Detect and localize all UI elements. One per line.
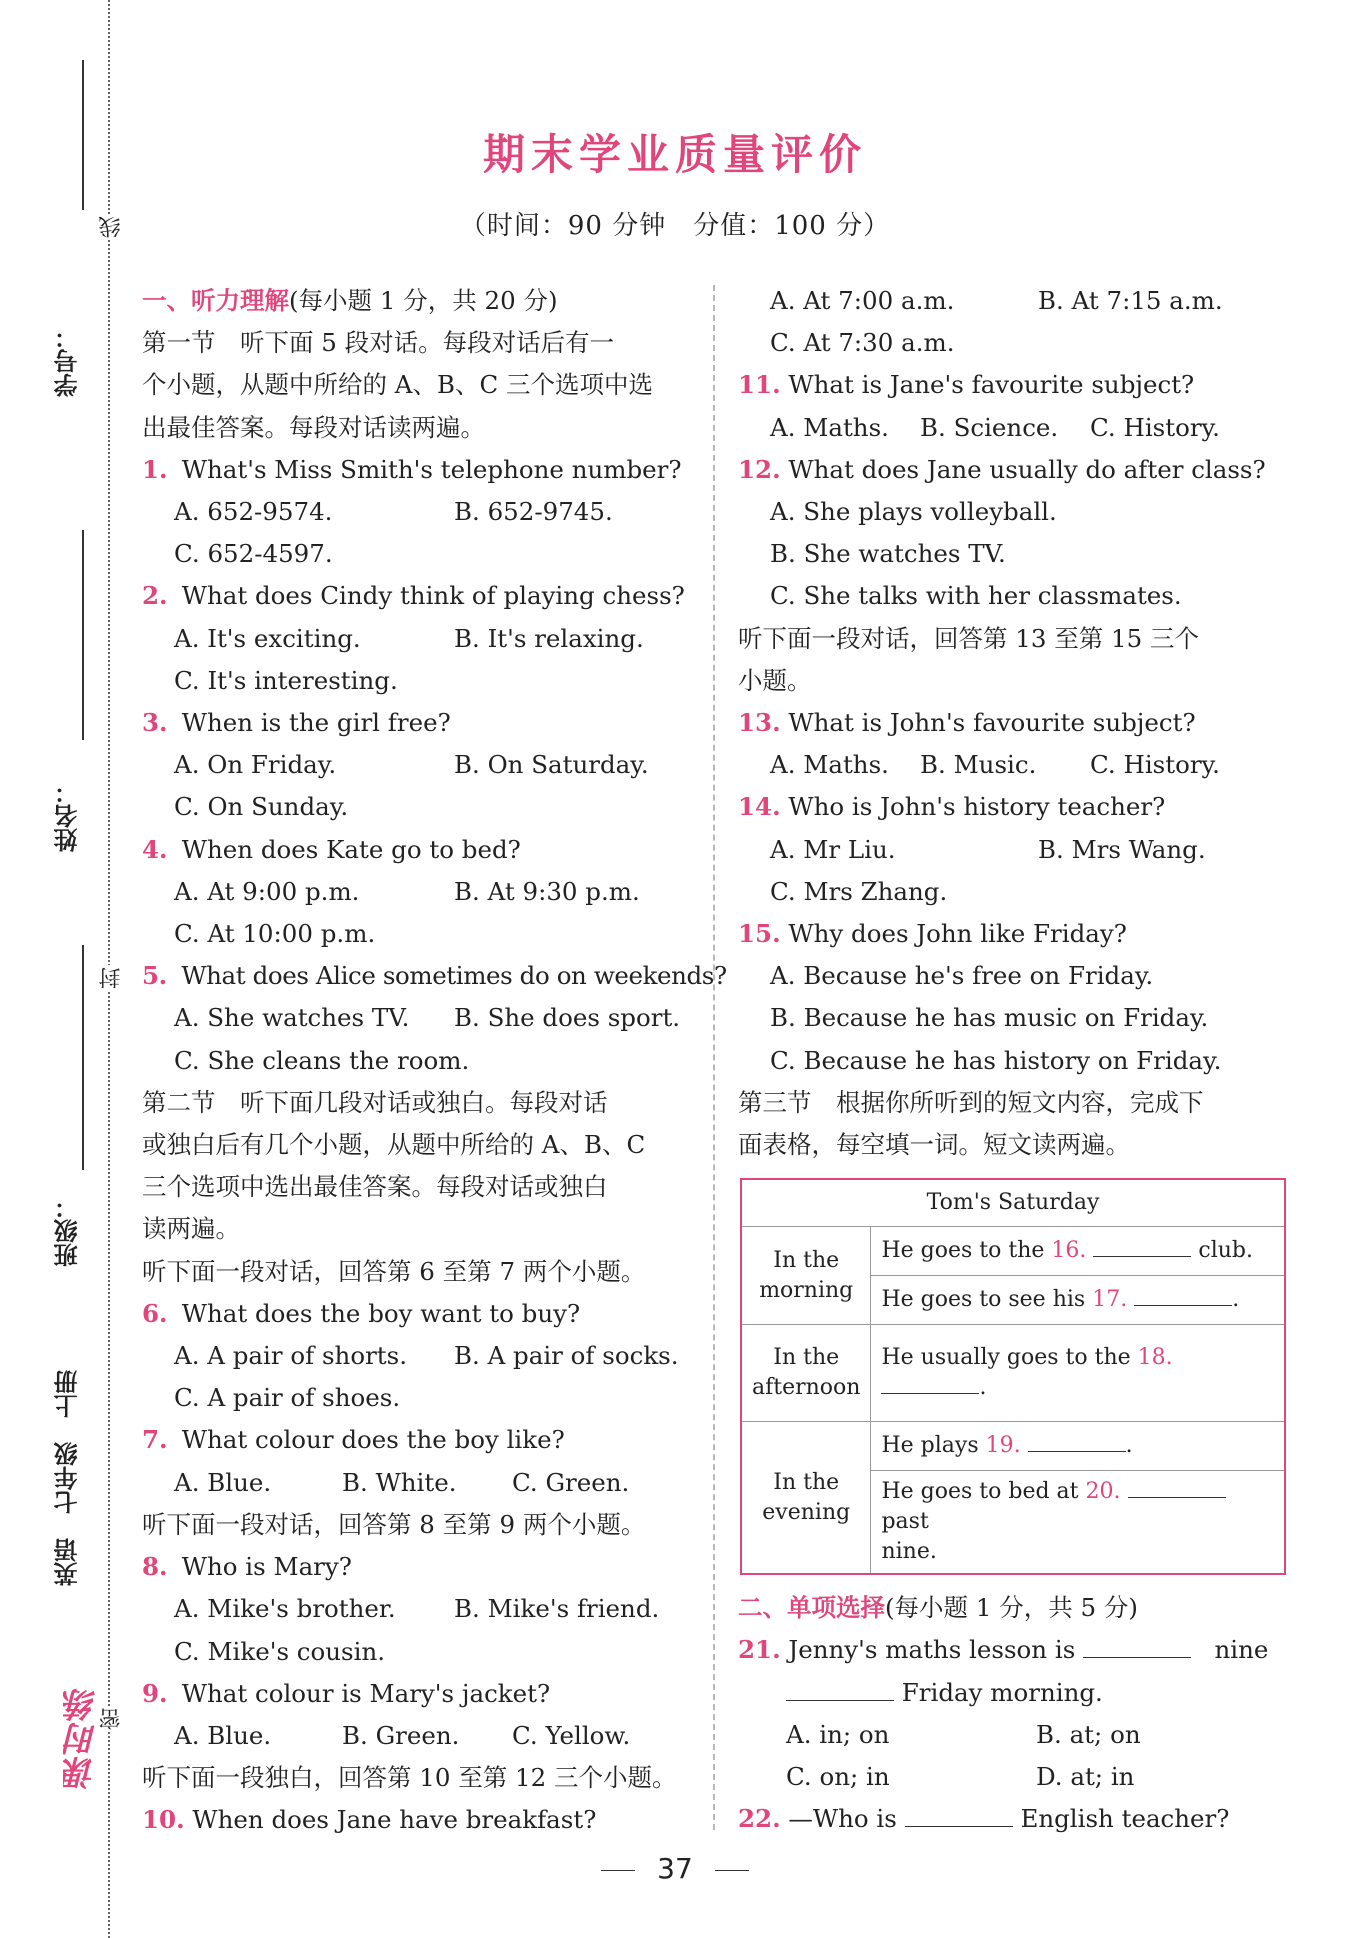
question-options: A. in; on B. at; on: [786, 1719, 1141, 1749]
question-10: 10. When does Jane have breakfast?: [142, 1805, 597, 1835]
question-options: A. She watches TV. B. She does sport.: [174, 1003, 681, 1033]
question-options: A. At 7:00 a.m. B. At 7:15 a.m.: [770, 286, 1223, 315]
question-6: 6. What does the boy want to buy?: [142, 1298, 581, 1328]
student-id-label: 学号：: [54, 325, 82, 397]
direction-text: 听下面一段对话，回答第 8 至第 9 两个小题。: [142, 1509, 646, 1539]
margin-mark: 封: [96, 965, 127, 991]
margin-rule: [82, 945, 84, 1170]
question-options: C. on; in D. at; in: [786, 1762, 1135, 1792]
question-options: A. 652-9574. B. 652-9745.: [174, 497, 613, 527]
book-label: 英语 七年级 上册: [54, 1370, 82, 1586]
column-divider: [713, 285, 715, 1830]
direction-text: 听下面一段对话，回答第 6 至第 7 两个小题。: [142, 1256, 646, 1286]
question-option: C. Because he has history on Friday.: [770, 1045, 1222, 1075]
question-option: C. 652-4597.: [174, 539, 333, 569]
question-option: C. Mike's cousin.: [174, 1636, 386, 1666]
right-column: [738, 280, 1290, 1840]
instruction-text: 第一节 听下面 5 段对话。每段对话后有一: [142, 328, 615, 358]
instruction-text: 或独白后有几个小题，从题中所给的 A、B、C: [142, 1130, 646, 1160]
question-8: 8. Who is Mary?: [142, 1552, 352, 1582]
question-text: Friday morning.: [738, 1672, 1290, 1714]
question-options: A. Maths. B. Music. C. History.: [770, 750, 1220, 780]
question-option: C. A pair of shoes.: [174, 1383, 401, 1413]
margin-mark: 线: [96, 214, 127, 240]
fill-in-table: [740, 1178, 1286, 1575]
question-option: C. She cleans the room.: [174, 1045, 470, 1075]
instruction-text: 面表格，每空填一词。短文读两遍。: [738, 1130, 1130, 1160]
section-heading: 二、单项选择(每小题 1 分，共 5 分): [738, 1593, 1138, 1623]
question-options: A. A pair of shorts. B. A pair of socks.: [174, 1341, 679, 1371]
direction-text: 听下面一段对话，回答第 13 至第 15 三个: [738, 623, 1200, 653]
instruction-text: 三个选项中选出最佳答案。每段对话或独白: [142, 1172, 608, 1202]
brand-logo: 课时练: [63, 1688, 103, 1790]
left-column: [142, 280, 727, 1842]
question-options: A. Blue. B. White. C. Green.: [174, 1467, 630, 1497]
question-option: C. It's interesting.: [174, 665, 398, 695]
question-option: A. Because he's free on Friday.: [770, 961, 1154, 991]
question-22: 22. —Who is English teacher?: [738, 1804, 1230, 1834]
direction-text: 小题。: [738, 665, 812, 695]
question-4: 4. When does Kate go to bed?: [142, 834, 521, 864]
margin-rule: [82, 530, 84, 740]
instruction-text: 第三节 根据你所听到的短文内容，完成下: [738, 1087, 1204, 1117]
table-row-label: In the afternoon: [741, 1325, 871, 1422]
question-15: 15. Why does John like Friday?: [738, 919, 1127, 949]
question-3: 3. When is the girl free?: [142, 708, 451, 738]
table-row-label: In the morning: [741, 1227, 871, 1325]
question-option: B. Because he has music on Friday.: [770, 1003, 1209, 1033]
class-label: 班级：: [54, 1195, 82, 1267]
question-option: C. At 10:00 p.m.: [174, 919, 376, 949]
question-11: 11. What is Jane's favourite subject?: [738, 370, 1195, 400]
question-options: A. At 9:00 p.m. B. At 9:30 p.m.: [174, 876, 640, 906]
table-cell: He goes to bed at 20. past nine.: [871, 1471, 1285, 1575]
margin-mark: 密: [96, 1706, 127, 1732]
question-2: 2. What does Cindy think of playing chess?: [142, 581, 685, 611]
question-options: A. It's exciting. B. It's relaxing.: [174, 623, 644, 653]
question-7: 7. What colour does the boy like?: [142, 1425, 565, 1455]
question-option: B. She watches TV.: [770, 539, 1006, 569]
question-9: 9. What colour is Mary's jacket?: [142, 1678, 551, 1708]
question-12: 12. What does Jane usually do after class?: [738, 454, 1266, 484]
table-cell: He goes to the 16. club.: [871, 1227, 1285, 1276]
name-label: 姓名：: [54, 780, 82, 852]
section-heading: 一、听力理解(每小题 1 分，共 20 分): [142, 286, 558, 315]
question-options: A. Mr Liu. B. Mrs Wang.: [770, 834, 1206, 864]
question-1: 1. What's Miss Smith's telephone number?: [142, 454, 682, 484]
direction-text: 听下面一段独白，回答第 10 至第 12 三个小题。: [142, 1763, 677, 1793]
page-number: 37: [0, 1852, 1350, 1885]
table-cell: He usually goes to the 18. .: [871, 1325, 1285, 1422]
instruction-text: 读两遍。: [142, 1214, 240, 1244]
page-title: 期末学业质量评价: [482, 130, 867, 179]
instruction-text: 第二节 听下面几段对话或独白。每段对话: [142, 1087, 608, 1117]
question-option: A. She plays volleyball.: [770, 497, 1057, 527]
question-option: C. On Sunday.: [174, 792, 349, 822]
question-21: 21. Jenny's maths lesson is nine: [738, 1635, 1269, 1665]
table-cell: He goes to see his 17. .: [871, 1276, 1285, 1325]
page-subtitle: （时间：90 分钟 分值：100 分）: [459, 211, 891, 241]
question-option: C. Mrs Zhang.: [770, 876, 948, 906]
table-cell: He plays 19. .: [871, 1422, 1285, 1471]
question-option: C. At 7:30 a.m.: [770, 328, 955, 358]
table-row-label: In the evening: [741, 1422, 871, 1575]
question-options: A. Blue. B. Green. C. Yellow.: [174, 1720, 631, 1750]
instruction-text: 出最佳答案。每段对话读两遍。: [142, 412, 485, 442]
question-5: 5. What does Alice sometimes do on weekends?: [142, 961, 727, 991]
question-options: A. Maths. B. Science. C. History.: [770, 412, 1220, 442]
instruction-text: 个小题，从题中所给的 A、B、C 三个选项中选: [142, 370, 654, 400]
question-options: A. On Friday. B. On Saturday.: [174, 750, 649, 780]
question-option: C. She talks with her classmates.: [770, 581, 1182, 611]
question-options: A. Mike's brother. B. Mike's friend.: [174, 1594, 660, 1624]
question-14: 14. Who is John's history teacher?: [738, 792, 1166, 822]
table-title: Tom's Saturday: [741, 1179, 1285, 1227]
question-13: 13. What is John's favourite subject?: [738, 708, 1196, 738]
